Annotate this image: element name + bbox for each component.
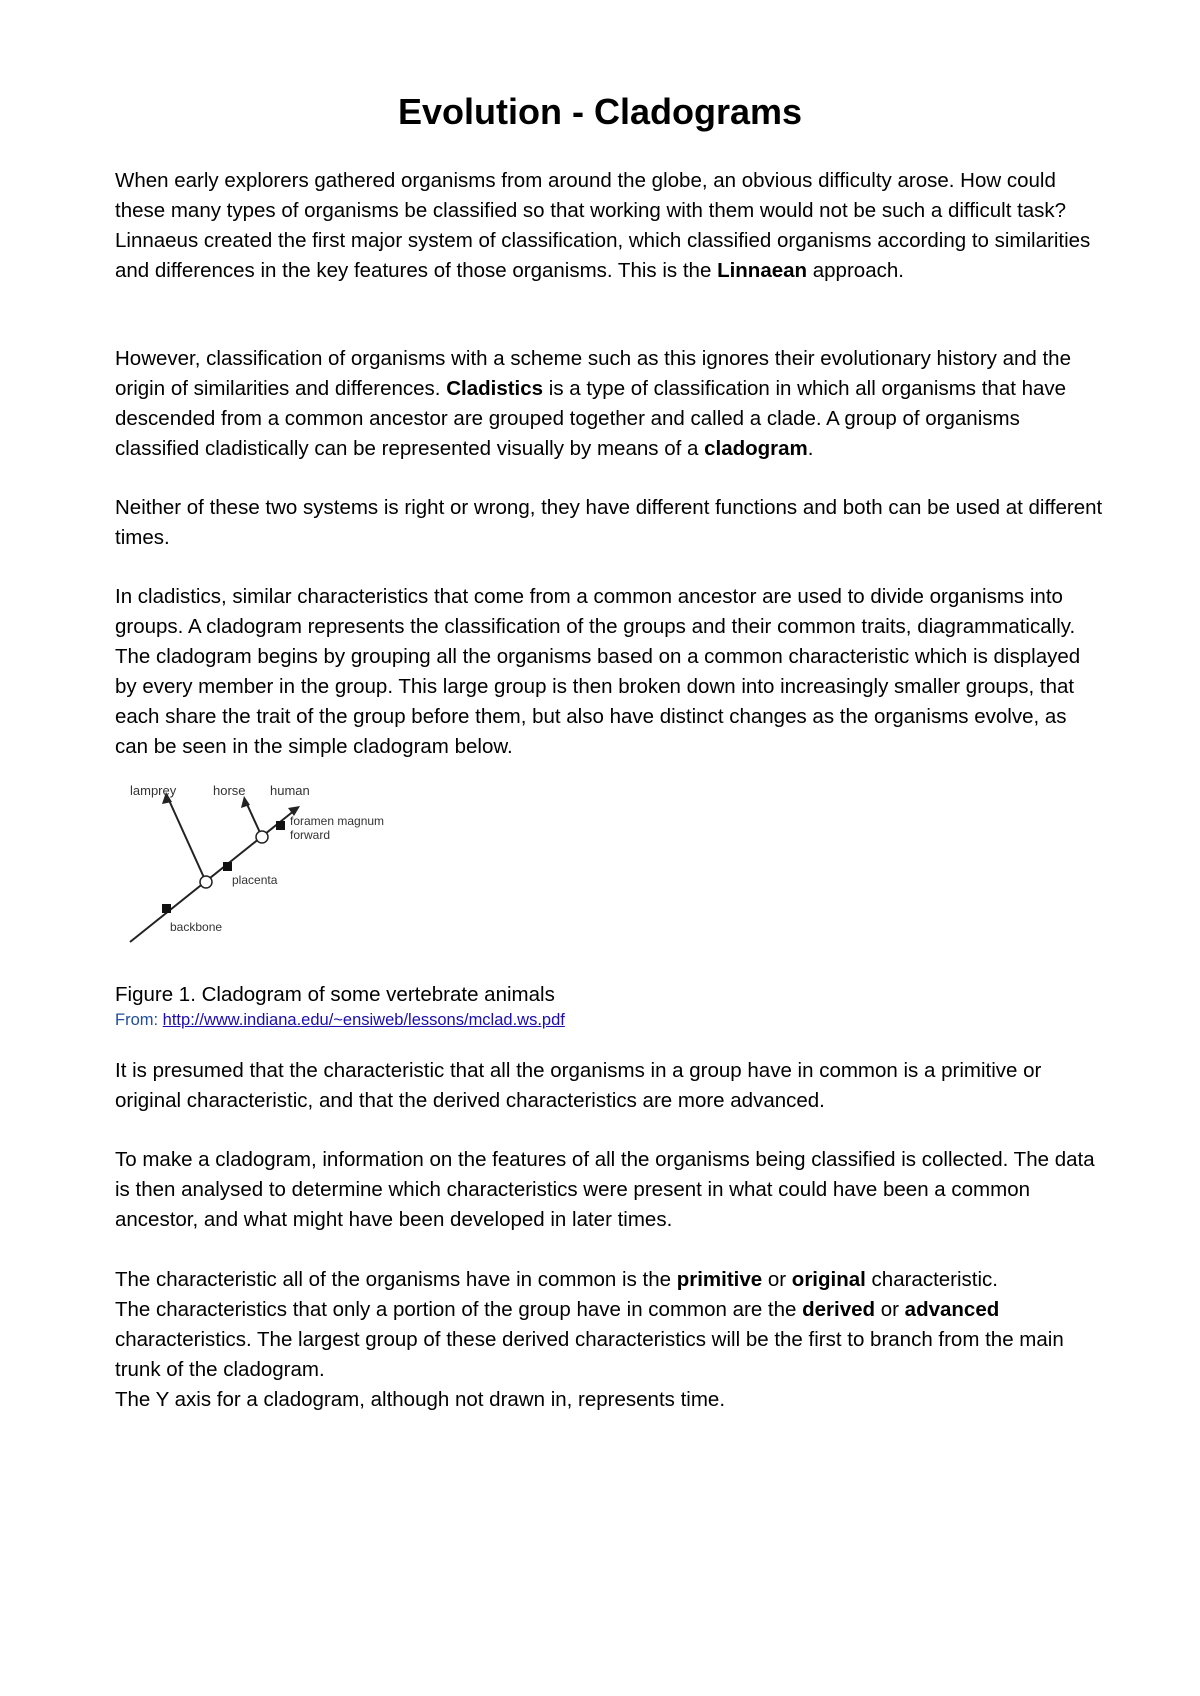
- paragraph-text: characteristics. The largest group of these derived characteristics will be the first to branch from the main trunk of the cladogram.: [115, 1328, 1064, 1381]
- paragraph-text: However, classification of organisms with a scheme such as this ignores their evolutionary history and the origin of similarities and differences.: [115, 347, 1071, 400]
- paragraph-text: The characteristic all of the organisms have in common is the: [115, 1268, 677, 1291]
- paragraph-cladistics: [115, 344, 1105, 464]
- paragraph-intro: [115, 166, 1105, 286]
- paragraph-text: or: [875, 1298, 905, 1321]
- taxon-label-horse: horse: [213, 783, 246, 798]
- paragraph-text: is a type of classification in which all organisms that have descended from a common ancestor are grouped together and called a clade. A group of organisms classified cladistically can be represented visually by means of a: [115, 377, 1067, 460]
- branch-lamprey: [168, 798, 206, 882]
- trait-label-placenta: placenta: [232, 873, 278, 887]
- trait-marker-placenta: [223, 862, 232, 871]
- term-advanced: advanced: [904, 1298, 1000, 1321]
- paragraph-cladistics-detail: In cladistics, similar characteristics that come from a common ancestor are used to divide organisms into groups. A cladogram represents the classification of the groups and their common traits, diagrammatically. The cladogram begins by grouping all the organisms based on a common characteristic which is displayed by every member in the group. This large group is then broken down into increasingly smaller groups, that each share the trait of the group before them, but also have distinct changes as the organisms evolve, as can be seen in the simple cladogram below.: [115, 585, 1081, 758]
- term-derived: derived: [802, 1298, 876, 1321]
- cladogram-diagram: [110, 780, 440, 950]
- paragraph-systems: Neither of these two systems is right or wrong, they have different functions and both can be used at different times.: [115, 496, 1103, 549]
- source-link[interactable]: http://www.indiana.edu/~ensiweb/lessons/mclad.ws.pdf: [162, 1011, 565, 1029]
- trait-label-forward: forward: [290, 828, 331, 842]
- term-original: original: [791, 1268, 866, 1291]
- paragraph-text: The characteristics that only a portion of the group have in common are the: [115, 1298, 803, 1321]
- paragraph-text: The Y axis for a cladogram, although not drawn in, represents time.: [115, 1388, 726, 1411]
- paragraph-text: .: [807, 437, 814, 460]
- term-cladogram: cladogram: [704, 437, 808, 460]
- paragraph-text: characteristic.: [865, 1268, 998, 1291]
- source-label: From:: [115, 1011, 163, 1029]
- term-primitive: primitive: [676, 1268, 763, 1291]
- branch-node: [256, 831, 268, 843]
- paragraph-text: approach.: [807, 259, 904, 282]
- figure-source: [115, 1008, 1015, 1032]
- paragraph-text: or: [762, 1268, 792, 1291]
- figure-caption-text: Cladogram of some vertebrate animals: [195, 983, 555, 1006]
- paragraph-characteristics: [115, 1265, 1105, 1415]
- trait-marker-foramen: [276, 821, 285, 830]
- branch-node: [200, 876, 212, 888]
- paragraph-primitive: It is presumed that the characteristic that all the organisms in a group have in common is a primitive or original characteristic, and that the derived characteristics are more advanced.: [115, 1059, 1042, 1112]
- trait-label-foramen: foramen magnum: [290, 814, 385, 828]
- term-linnaean: Linnaean: [717, 259, 808, 282]
- taxon-label-lamprey: lamprey: [130, 783, 177, 798]
- figure-label: Figure 1.: [115, 983, 196, 1006]
- paragraph-text: When early explorers gathered organisms from around the globe, an obvious difficulty arose. How could these many types of organisms be classified so that working with them would not be such a difficult task? Linnaeus created the first major system of classification, which classified organisms according to similarities and differences in the key features of those organisms. This is the: [115, 169, 1091, 282]
- paragraph-method: To make a cladogram, information on the features of all the organisms being classified is collected. The data is then analysed to determine which characteristics were present in what could have been a common ancestor, and what might have been developed in later times.: [115, 1148, 1095, 1231]
- trait-marker-backbone: [162, 904, 171, 913]
- trait-label-backbone: backbone: [170, 920, 223, 934]
- page-title: Evolution - Cladograms: [397, 91, 803, 132]
- figure-caption: [115, 980, 1015, 1010]
- term-cladistics: Cladistics: [446, 377, 544, 400]
- taxon-label-human: human: [270, 783, 310, 798]
